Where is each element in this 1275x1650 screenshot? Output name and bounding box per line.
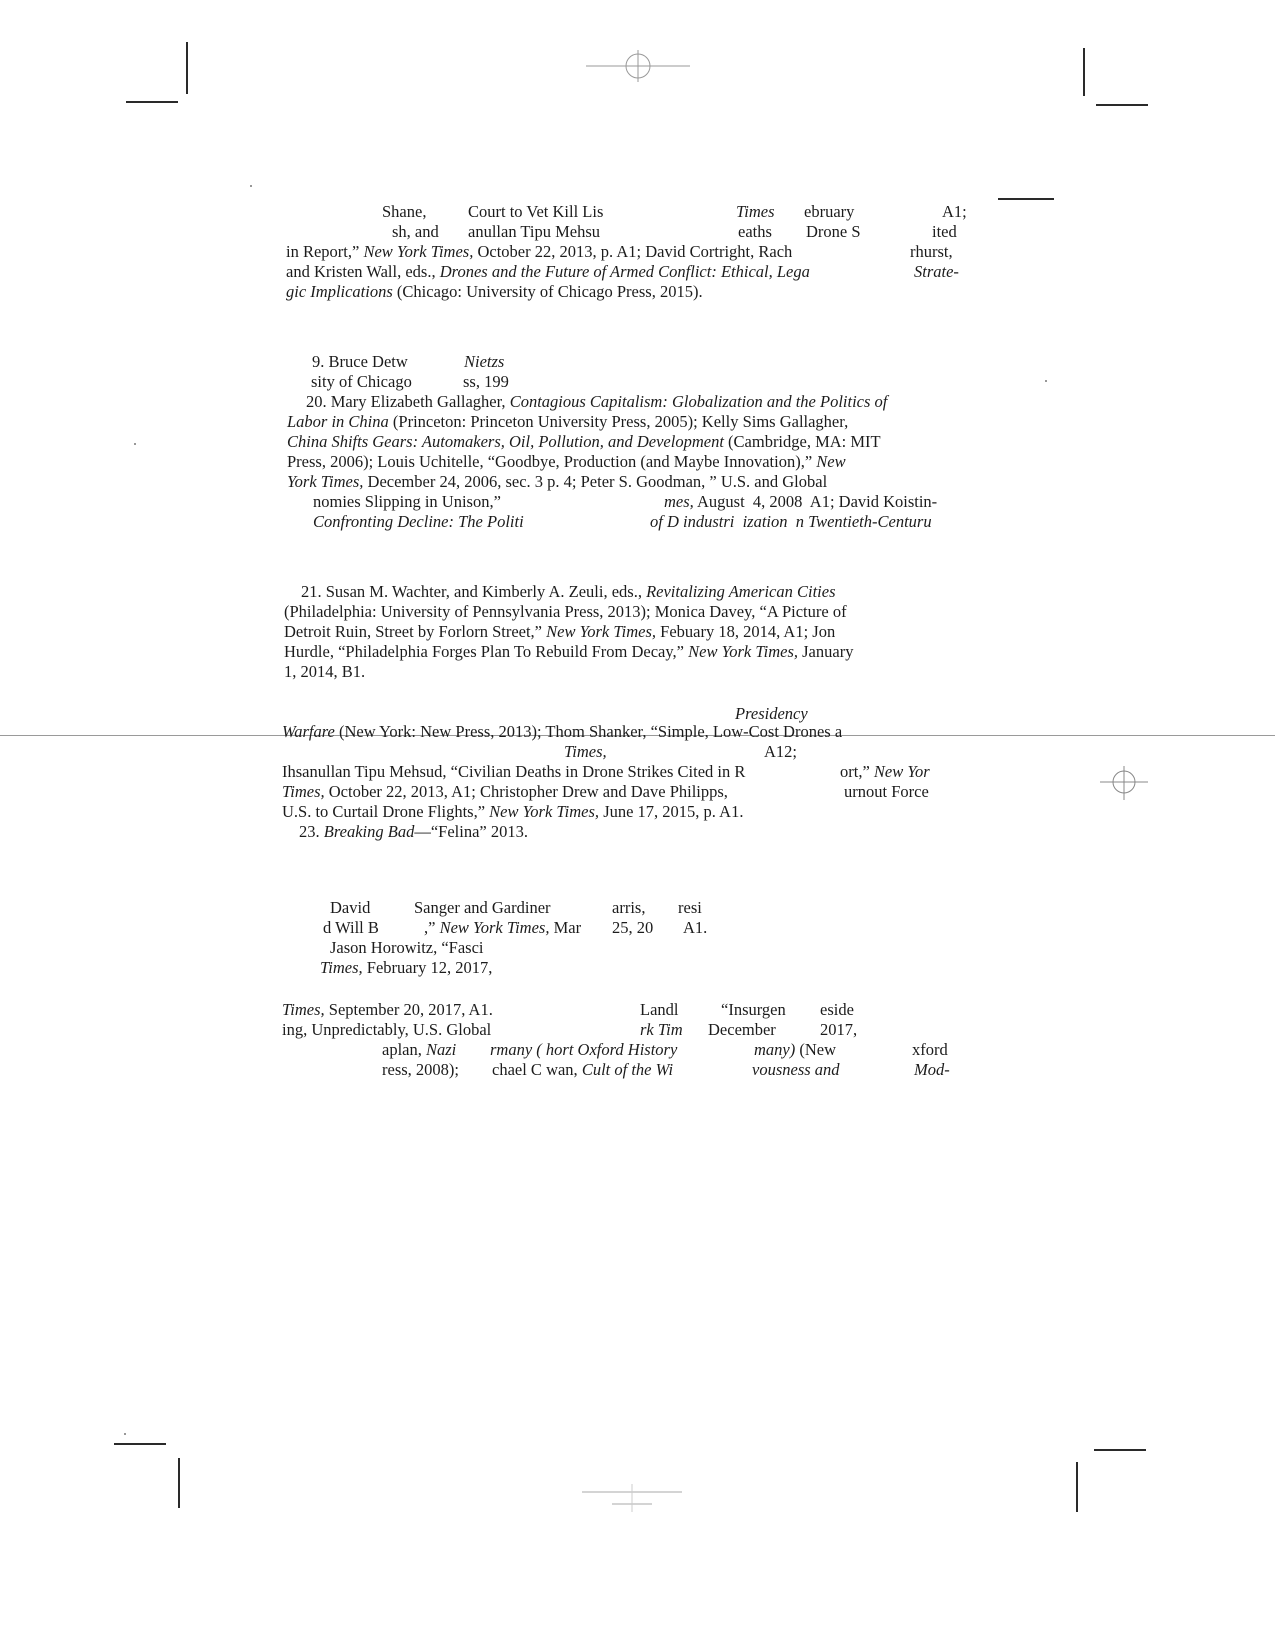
text-segment: Times, — [282, 1000, 325, 1019]
text-segment: Nazi — [425, 1040, 457, 1059]
text-segment: (Cambridge, MA: MIT — [723, 432, 881, 451]
text-segment: ,” — [424, 918, 440, 937]
text-segment: aplan, — [382, 1040, 426, 1059]
text-segment: Landl — [640, 1000, 679, 1019]
text-segment: Strate- — [914, 262, 959, 281]
text-segment: d Will B — [323, 918, 379, 937]
text-segment: of D industri ization n Twentieth-Centuru — [650, 512, 932, 531]
text-segment: 25, 20 — [612, 918, 654, 937]
crop-mark-bottom-right-horizontal — [1094, 1449, 1146, 1451]
text-segment: October 22, 2013, p. A1; David Cortright, Rach — [473, 242, 793, 261]
text-segment: New York Times, — [546, 622, 657, 641]
text-segment: “Insurgen — [721, 1000, 786, 1019]
text-segment: Mar — [549, 918, 582, 937]
text-segment: York Times, — [287, 472, 364, 491]
text-segment: Shane, — [382, 202, 427, 221]
text-segment: gic Implications — [286, 282, 393, 301]
text-segment: 2017, — [820, 1020, 858, 1039]
text-segment: mes, — [664, 492, 694, 511]
text-segment: arris, — [612, 898, 646, 917]
text-segment: 20. Mary Elizabeth Gallagher, — [306, 392, 510, 411]
text-segment: (New York: New Press, 2013); Thom Shanker, “Simple, Low-Cost Drones a — [334, 722, 843, 741]
text-segment: Confronting Decline: The Politi — [313, 512, 524, 531]
crop-mark-top-left-horizontal — [126, 101, 178, 103]
text-segment: A1; — [942, 202, 967, 221]
text-segment: Times, — [564, 742, 607, 761]
text-segment: Press, 2006); Louis Uchitelle, “Goodbye, Production (and Maybe Innovation),” — [287, 452, 817, 471]
text-segment: U.S. to Curtail Drone Flights,” — [282, 802, 490, 821]
text-segment: Jason Horowitz, “Fasci — [330, 938, 484, 957]
text-segment: (Philadelphia: University of Pennsylvania Press, 2013); Monica Davey, “A Picture of — [284, 602, 847, 621]
text-segment: ebruary — [804, 202, 855, 221]
speck — [134, 443, 136, 445]
text-segment: September 20, 2017, A1. — [324, 1000, 493, 1019]
text-segment: Times — [736, 202, 775, 221]
text-segment: Contagious Capitalism: Globalization and the Politics of — [509, 392, 888, 411]
text-segment: anullan Tipu Mehsu — [468, 222, 601, 241]
text-segment: Cult of the Wi — [581, 1060, 674, 1079]
text-segment: 9. Bruce Detw — [312, 352, 408, 371]
registration-target-bottom-icon — [582, 1484, 682, 1512]
text-segment: Drones and the Future of Armed Conflict: Ethical, Lega — [439, 262, 810, 281]
registration-target-right-icon — [1100, 766, 1148, 800]
text-segment: urnout Force — [844, 782, 929, 801]
text-segment: eaths — [738, 222, 772, 241]
text-segment: David — [330, 898, 371, 917]
text-segment: New York Times, — [489, 802, 600, 821]
text-segment: New — [816, 452, 846, 471]
text-segment: eside — [820, 1000, 854, 1019]
text-segment: June 17, 2015, p. A1. — [599, 802, 744, 821]
text-segment: New Yor — [873, 762, 930, 781]
text-segment: Mod- — [914, 1060, 950, 1079]
text-segment: Court to Vet Kill Lis — [468, 202, 604, 221]
speck — [124, 1433, 126, 1435]
text-segment: December — [708, 1020, 776, 1039]
text-segment: Ihsanullan Tipu Mehsud, “Civilian Deaths in Drone Strikes Cited in R — [282, 762, 746, 781]
text-segment: Presidency — [735, 704, 808, 723]
crop-mark-top-right-vertical — [1083, 48, 1085, 96]
text-segment: Hurdle, “Philadelphia Forges Plan To Rebuild From Decay,” — [284, 642, 689, 661]
crop-mark-bottom-left-vertical — [178, 1458, 180, 1508]
text-segment: New York Times, — [363, 242, 474, 261]
text-segment: August 4, 2008 A1; David Koistin- — [693, 492, 938, 511]
text-segment: 1, 2014, B1. — [284, 662, 366, 681]
text-segment: ing, Unpredictably, U.S. Global — [282, 1020, 492, 1039]
text-segment: ss, 199 — [463, 372, 509, 391]
text-segment: February 12, 2017, — [362, 958, 493, 977]
text-segment: (Chicago: University of Chicago Press, 2015). — [392, 282, 703, 301]
text-segment: rmany ( hort Oxford History — [490, 1040, 678, 1059]
text-segment: December 24, 2006, sec. 3 p. 4; Peter S. Goodman, ” U.S. and Global — [363, 472, 828, 491]
text-segment: Nietzs — [464, 352, 505, 371]
text-segment: —“Felina” 2013. — [414, 822, 528, 841]
text-segment: nomies Slipping in Unison,” — [313, 492, 501, 511]
text-segment: Warfare — [282, 722, 335, 741]
text-segment: Breaking Bad — [323, 822, 415, 841]
text-segment: and Kristen Wall, eds., — [286, 262, 440, 281]
text-segment: China Shifts Gears: Automakers, Oil, Pollution, and Development — [287, 432, 724, 451]
text-segment: A1. — [683, 918, 708, 937]
text-segment: sh, and — [392, 222, 439, 241]
speck — [250, 185, 252, 187]
text-segment: January — [798, 642, 854, 661]
text-segment: Revitalizing American Cities — [646, 582, 836, 601]
text-segment: chael C — [492, 1060, 542, 1079]
text-segment: ited — [932, 222, 957, 241]
text-segment: Times, — [320, 958, 363, 977]
text-segment: many) — [754, 1040, 796, 1059]
text-segment: October 22, 2013, A1; Christopher Drew and Dave Philipps, — [324, 782, 728, 801]
text-segment: 23. — [299, 822, 324, 841]
text-segment: Detroit Ruin, Street by Forlorn Street,” — [284, 622, 547, 641]
text-segment: xford — [912, 1040, 948, 1059]
crop-mark-right-short — [998, 198, 1054, 200]
text-segment: in Report,” — [286, 242, 364, 261]
crop-mark-bottom-left-horizontal — [114, 1443, 166, 1445]
text-segment: rhurst, — [910, 242, 953, 261]
text-segment: New York Times, — [688, 642, 798, 661]
text-segment: (New — [795, 1040, 837, 1059]
text-segment: sity of Chicago — [311, 372, 412, 391]
text-segment: Sanger and Gardiner — [414, 898, 551, 917]
speck — [1045, 380, 1047, 382]
text-segment: 21. Susan M. Wachter, and Kimberly A. Zeuli, eds., — [301, 582, 647, 601]
crop-mark-top-right-horizontal — [1096, 104, 1148, 106]
text-segment: Drone S — [806, 222, 861, 241]
crop-mark-bottom-right-vertical — [1076, 1462, 1078, 1512]
text-segment: New York Times, — [439, 918, 550, 937]
text-segment: (Princeton: Princeton University Press, 2005); Kelly Sims Gallagher, — [388, 412, 849, 431]
text-segment: Febuary 18, 2014, A1; Jon — [656, 622, 836, 641]
crop-mark-top-left-vertical — [186, 42, 188, 94]
text-segment: wan, — [541, 1060, 582, 1079]
text-segment: resi — [678, 898, 702, 917]
text-segment: Times, — [282, 782, 325, 801]
text-segment: rk Tim — [640, 1020, 683, 1039]
text-segment: ort,” — [840, 762, 874, 781]
text-segment: vousness and — [752, 1060, 840, 1079]
text-segment: A12; — [764, 742, 797, 761]
text-segment: ress, 2008); — [382, 1060, 459, 1079]
text-segment: Labor in China — [287, 412, 389, 431]
registration-target-top-icon — [586, 48, 690, 82]
